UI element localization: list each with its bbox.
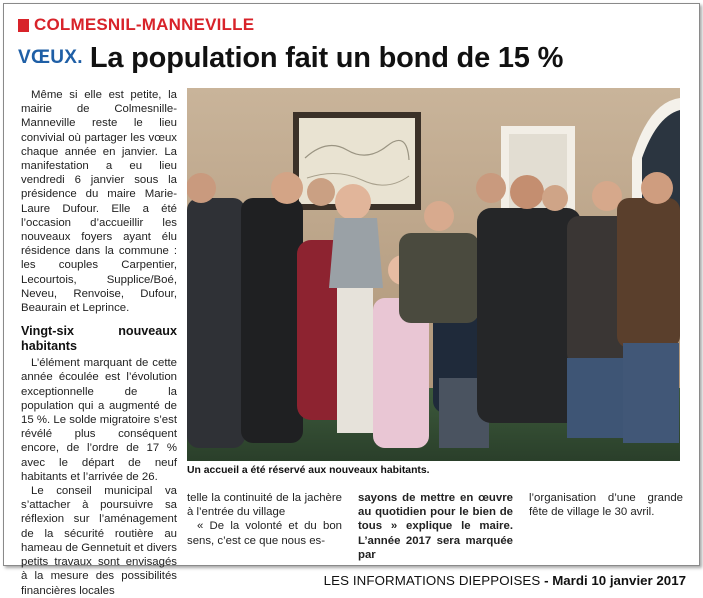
red-square-marker (18, 19, 29, 32)
footer-separator: - (540, 573, 553, 588)
photo-caption: Un accueil a été réservé aux nouveaux habitants. (187, 465, 430, 476)
paragraph-quote-end: sayons de mettre en œuvre au quotidien pour le bien de tous » explique le maire. L’année 2017 sera marquée par (358, 492, 513, 561)
article-column-1 (21, 88, 177, 598)
paragraph-intro: Même si elle est petite, la mairie de Colmesnille-Manneville reste le lieu convivial où partager les vœux chaque année en janvier. La manifestation a eu lieu vendredi 6 janvier sous la présidence du maire Marie-Laure Dufour. Elle a été l’occasion d’accueillir les nouveaux foyers ayant élu résidence dans la commune : les couples Carpentier, Lecourtois, Supplice/Boé, Neveu, Renvoise, Dufour, Beaurain et Leprince. (21, 89, 177, 315)
section-label: COLMESNIL-MANNEVILLE (34, 15, 255, 34)
group-photo (187, 88, 680, 461)
publication-date: Mardi 10 janvier 2017 (552, 573, 686, 588)
article-column-4 (529, 491, 683, 519)
publication-footer (324, 573, 686, 588)
publication-name: LES INFORMATIONS DIEPPOISES (323, 573, 541, 588)
paragraph-council: Le conseil municipal va s’attacher à poursuivre sa réflexion sur l’aménagement de la sécurité routière au hameau de Gennetuit et divers petits travaux sont envisagés à la mesure des possibilités financières locales (21, 485, 177, 597)
headline (18, 40, 563, 76)
section-rubric (18, 14, 254, 36)
subheading: Vingt-six nouveaux habitants (21, 324, 177, 353)
article-column-2 (187, 491, 342, 548)
headline-kicker: VŒUX. (18, 47, 83, 68)
paragraph-continuation: telle la continuité de la jachère à l’entrée du village (187, 492, 342, 519)
headline-title: La population fait un bond de 15 % (89, 41, 564, 74)
paragraph-festival: l’organisation d’une grande fête de village le 30 avril. (529, 492, 683, 519)
paragraph-quote-start: « De la volonté et du bon sens, c’est ce que nous es- (187, 520, 342, 547)
article-column-3 (358, 491, 513, 562)
group-photo-illustration (187, 88, 680, 461)
paragraph-population: L’élément marquant de cette année écoulée est l’évolution exceptionnelle de la population qui a augmenté de 15 %. Le solde migratoire s’est révélé plus conséquent encore, de l’ordre de 17 % avec le départ de neuf habitants et l’arrivée de 26. (21, 357, 177, 483)
